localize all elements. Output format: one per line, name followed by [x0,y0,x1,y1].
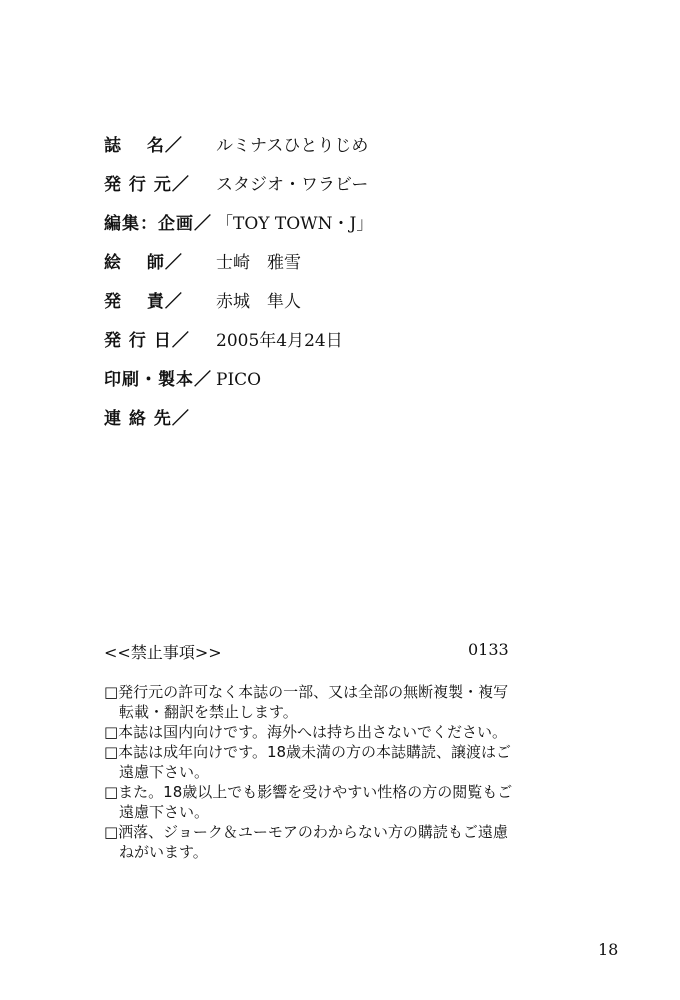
prohibition-notice [104,640,564,862]
printer-label: 印刷・製本／ [104,370,212,390]
notice-item: □洒落、ジョーク＆ユーモアのわからない方の購読もご遠慮 ねがいます。 [104,823,508,861]
page-number: 18 [598,940,619,959]
colophon [104,136,373,448]
responsible-value: 赤城 隼人 [216,292,301,312]
contact-label: 連 絡 先／ [104,409,190,429]
title-label: 誌 名／ [104,136,183,156]
date-label: 発 行 日／ [104,331,190,351]
colophon-row-responsible [104,292,373,331]
editing-value: 「TOY TOWN・J」 [216,214,374,234]
colophon-row-artist [104,253,373,292]
colophon-row-contact [104,409,373,448]
title-value: ルミナスひとりじめ [216,136,369,156]
notice-item: □本誌は成年向けです。18歳未満の方の本誌購読、譲渡はご 遠慮下さい。 [104,743,512,781]
notice-list [104,682,564,862]
artist-label: 絵 師／ [104,253,183,273]
notice-item: □発行元の許可なく本誌の一部、又は全部の無断複製・複写 転載・翻訳を禁止します。 [104,683,509,721]
printer-value: PICO [216,370,262,390]
colophon-row-title [104,136,373,175]
notice-header [104,640,564,662]
notice-item: □また。18歳以上でも影響を受けやすい性格の方の閲覧もご 遠慮下さい。 [104,783,513,821]
date-value: 2005年4月24日 [216,331,343,351]
notice-item: □本誌は国内向けです。海外へは持ち出さないでください。 [104,723,507,741]
colophon-row-publisher [104,175,373,214]
editing-label: 編集：企画／ [104,214,212,234]
colophon-row-printer [104,370,373,409]
notice-code: 0133 [468,640,509,659]
publisher-value: スタジオ・ワラビー [216,175,369,195]
artist-value: 士崎 雅雪 [216,253,301,273]
notice-title: <<禁止事項>> [104,643,222,662]
colophon-row-date [104,331,373,370]
colophon-row-editing [104,214,373,253]
responsible-label: 発 責／ [104,292,183,312]
publisher-label: 発 行 元／ [104,175,190,195]
